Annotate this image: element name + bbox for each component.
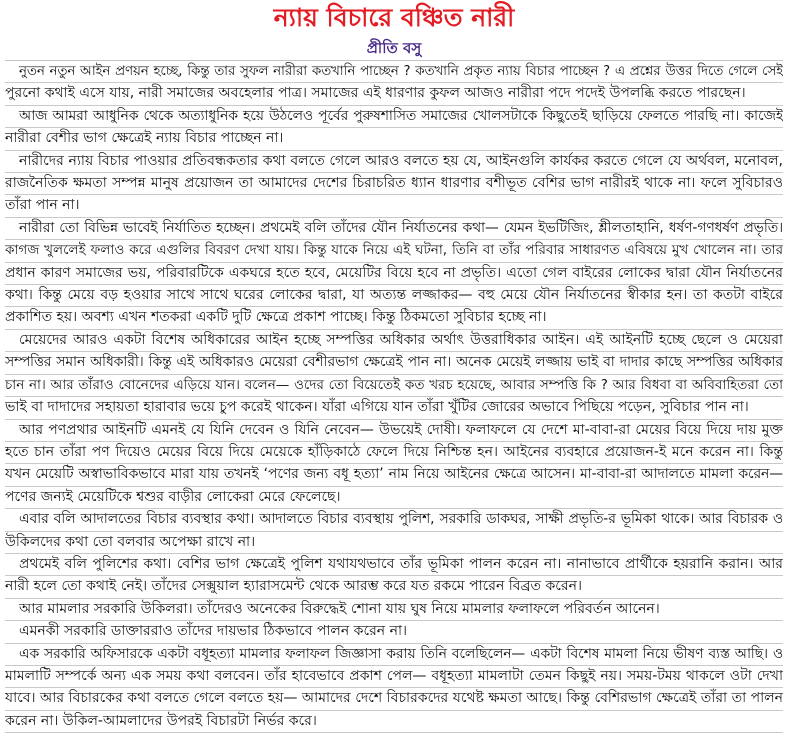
text-line: নারীরা বেশীর ভাগ ক্ষেত্রেই ন্যায় বিচার পাচ্ছেন না। [5, 128, 783, 150]
paragraph [5, 420, 783, 510]
text-line: মেয়েদের আরও একটা বিশেষ অধিকারের আইন হচ্ছে সম্পত্তির অধিকার অর্থাৎ উত্তরাধিকার আইন। এই আইনটি হচ্ছে ছেলে ও মেয়েরা [5, 330, 783, 352]
paragraph [5, 218, 783, 330]
text-line: কথা। কিন্তু মেয়ে বড় হওয়ার সাথে সাথে ঘরের লোকের দ্বারা, যা অত্যন্ত লজ্জাকর— বহু মেয়ে যৌন নির্যাতনের স্বীকার হন। তা কতটা বাইরে [5, 285, 783, 307]
text-line: হতে চান তাঁরা পণ দিয়েও মেয়ের বিয়ে দিয়ে মেয়েকে হাঁড়িকাঠে ফেলে দিয়ে নিশ্চিন্ত হন। আইনের ব্যবহারে প্রয়োজন-ই মনে করেন না। কিন্তু [5, 442, 783, 464]
paragraph [5, 644, 783, 734]
paragraph [5, 330, 783, 420]
text-line: প্রধান কারণ সমাজের ভয়, পরিবারটিকে একঘরে হতে হবে, মেয়েটির বিয়ে হবে না প্রভৃতি। এতো গেল বাইরের লোকের দ্বারা যৌন নির্যাতনের [5, 263, 783, 285]
text-line: নারীরা তো বিভিন্ন ভাবেই নির্যাতিত হচ্ছেন। প্রথমেই বলি তাঁদের যৌন নির্যাতনের কথা— যেমন ইভটিজিং, শ্লীলতাহানি, ধর্ষণ-গণধর্ষণ প্রভৃতি। [5, 218, 783, 240]
text-line: তাঁরা পান না। [5, 195, 783, 217]
paragraph [5, 509, 783, 554]
article-author: প্রীতি বসু [5, 36, 783, 61]
text-line: আজ আমরা আধুনিক থেকে অত্যাধুনিক হয়ে উঠলেও পূর্বের পুরুষশাসিত সমাজের খোলসটাকে কিছুতেই ছাড়িয়ে ফেলতে পারছি না। কাজেই [5, 106, 783, 128]
text-line: প্রথমেই বলি পুলিশের কথা। বেশির ভাগ ক্ষেত্রেই পুলিশ যথাযথভাবে তাঁর ভূমিকা পালন করেন না। নানাভাবে প্রার্থীকে হয়রানি করান। আর [5, 554, 783, 576]
text-line: চান না। আর তাঁরাও বোনেদের এড়িয়ে যান। বলেন— ওদের তো বিয়েতেই কত খরচ হয়েছে, আবার সম্পত্তি কি ? আর বিধবা বা অবিবাহিতরা তো [5, 375, 783, 397]
text-line: উকিলদের কথা তো বলবার অপেক্ষা রাখে না। [5, 532, 783, 554]
text-line: সম্পত্তির সমান অধিকারী। কিন্তু এই অধিকারও মেয়েরা বেশীরভাগ ক্ষেত্রেই পান না। অনেক মেয়েই লজ্জায় ভাই বা দাদার কাছে সম্পত্তির অধিকার [5, 352, 783, 374]
paragraph [5, 554, 783, 599]
text-line: আর পণপ্রথার আইনটি এমনই যে যিনি দেবেন ও যিনি নেবেন— উভয়েই দোষী। ফলাফলে যে দেশে মা-বাবা-রা মেয়ের বিয়ে দিয়ে দায় মুক্ত [5, 420, 783, 442]
text-line: নারী হলে তো কথাই নেই। তাঁদের সেক্সুয়াল হ্যারাসমেন্ট থেকে আরম্ভ করে যত রকমে পারেন বিব্রত করেন। [5, 576, 783, 598]
paragraph [5, 599, 783, 621]
text-line: রাজনৈতিক ক্ষমতা সম্পন্ন মানুষ প্রয়োজন তা আমাদের দেশের চিরাচরিত ধ্যান ধারণার বশীভূত বেশির ভাগ নারীরই থাকে না। ফলে সুবিচারও [5, 173, 783, 195]
text-line: নুতন নতুন আইন প্রণয়ন হচ্ছে, কিন্তু তার সুফল নারীরা কতখানি পাচ্ছেন ? কতখানি প্রকৃত ন্যায় বিচার পাচ্ছেন ? এ প্রশ্নের উত্তর দিতে গেলে সেই [5, 61, 783, 83]
text-line: এমনকী সরকারি ডাক্তাররাও তাঁদের দায়ভার ঠিকভাবে পালন করেন না। [5, 621, 783, 643]
text-line: করেন না। উকিল-আমলাদের উপরই বিচারটা নির্ভর করে। [5, 711, 783, 733]
paragraph [5, 151, 783, 218]
text-line: নারীদের ন্যায় বিচার পাওয়ার প্রতিবন্ধকতার কথা বলতে গেলে আরও বলতে হয় যে, আইনগুলি কার্যকর করতে গেলে যে অর্থবল, মনোবল, [5, 151, 783, 173]
text-line: যখন মেয়েটি অস্বাভাবিকভাবে মারা যায় তখনই ‘পণের জন্য বধূ হত্যা’ নাম নিয়ে আইনের ক্ষেত্রে আসেন। মা-বাবা-রা আদালতে মামলা করেন— [5, 464, 783, 486]
text-line: কাগজ খুললেই ফলাও করে এগুলির বিবরণ দেখা যায়। কিন্তু যাকে নিয়ে এই ঘটনা, তিনি বা তাঁর পরিবার সাধারণত এবিষয়ে মুখ খোলেন না। তার [5, 240, 783, 262]
article-title: ন্যায় বিচারে বঞ্চিত নারী [273, 3, 515, 32]
paragraph [5, 61, 783, 106]
text-line: পুরনো কথাই এসে যায়, নারী সমাজের অবহেলার পাত্র। সমাজের এই ধারণার কুফল আজও নারীরা পদে পদেই উপলব্ধি করতে পারছেন। [5, 83, 783, 105]
text-line: যাবে। আর বিচারকের কথা বলতে গেলে বলতে হয়— আমাদের দেশে বিচারকদের যথেষ্ট ক্ষমতা আছে। কিন্তু বেশিরভাগ ক্ষেত্রেই তাঁরা তা পালন [5, 688, 783, 710]
text-line: পণের জন্যই মেয়েটিকে শ্বশুর বাড়ীর লোকেরা মেরে ফেলেছে। [5, 487, 783, 509]
text-line: আর মামলার সরকারি উকিলরা। তাঁদেরও অনেকের বিরুদ্ধেই শোনা যায় ঘুষ নিয়ে মামলার ফলাফলে পরিবর্তন আনেন। [5, 599, 783, 621]
text-line: প্রকাশিত হয়। অবশ্য এখন শতকরা একটি দুটি ক্ষেত্রে প্রকাশ পাচ্ছে। কিন্তু ঠিকমতো সুবিচার হচ্ছে না। [5, 307, 783, 329]
text-line: এক সরকারি অফিসারকে একটা বধূহত্যা মামলার ফলাফল জিজ্ঞাসা করায় তিনি বলেছিলেন— একটা বিশেষ মামলা নিয়ে ভীষণ ব্যস্ত আছি। ও [5, 644, 783, 666]
text-line: ভাই বা দাদাদের সহায়তা হারাবার ভয়ে চুপ করেই থাকেন। যাঁরা এগিয়ে যান তাঁরা খুঁটির জোরের অভাবে পিছিয়ে পড়েন, সুবিচার পান না। [5, 397, 783, 419]
text-line: মামলাটি সম্পর্কে অন্য এক সময় কথা বলবেন। তাঁর হাবেভাবে প্রকাশ পেল— বধূহত্যা মামলাটা তেমন কিছুই নয়। সময়-টময় থাকলে ওটা দেখা [5, 666, 783, 688]
text-line: এবার বলি আদালতের বিচার ব্যবস্থার কথা। আদালতে বিচার ব্যবস্থায় পুলিশ, সরকারি ডাকঘর, সাক্ষী প্রভৃতি-র ভূমিকা থাকে। আর বিচারক ও [5, 509, 783, 531]
paragraph [5, 621, 783, 643]
paragraph [5, 106, 783, 151]
